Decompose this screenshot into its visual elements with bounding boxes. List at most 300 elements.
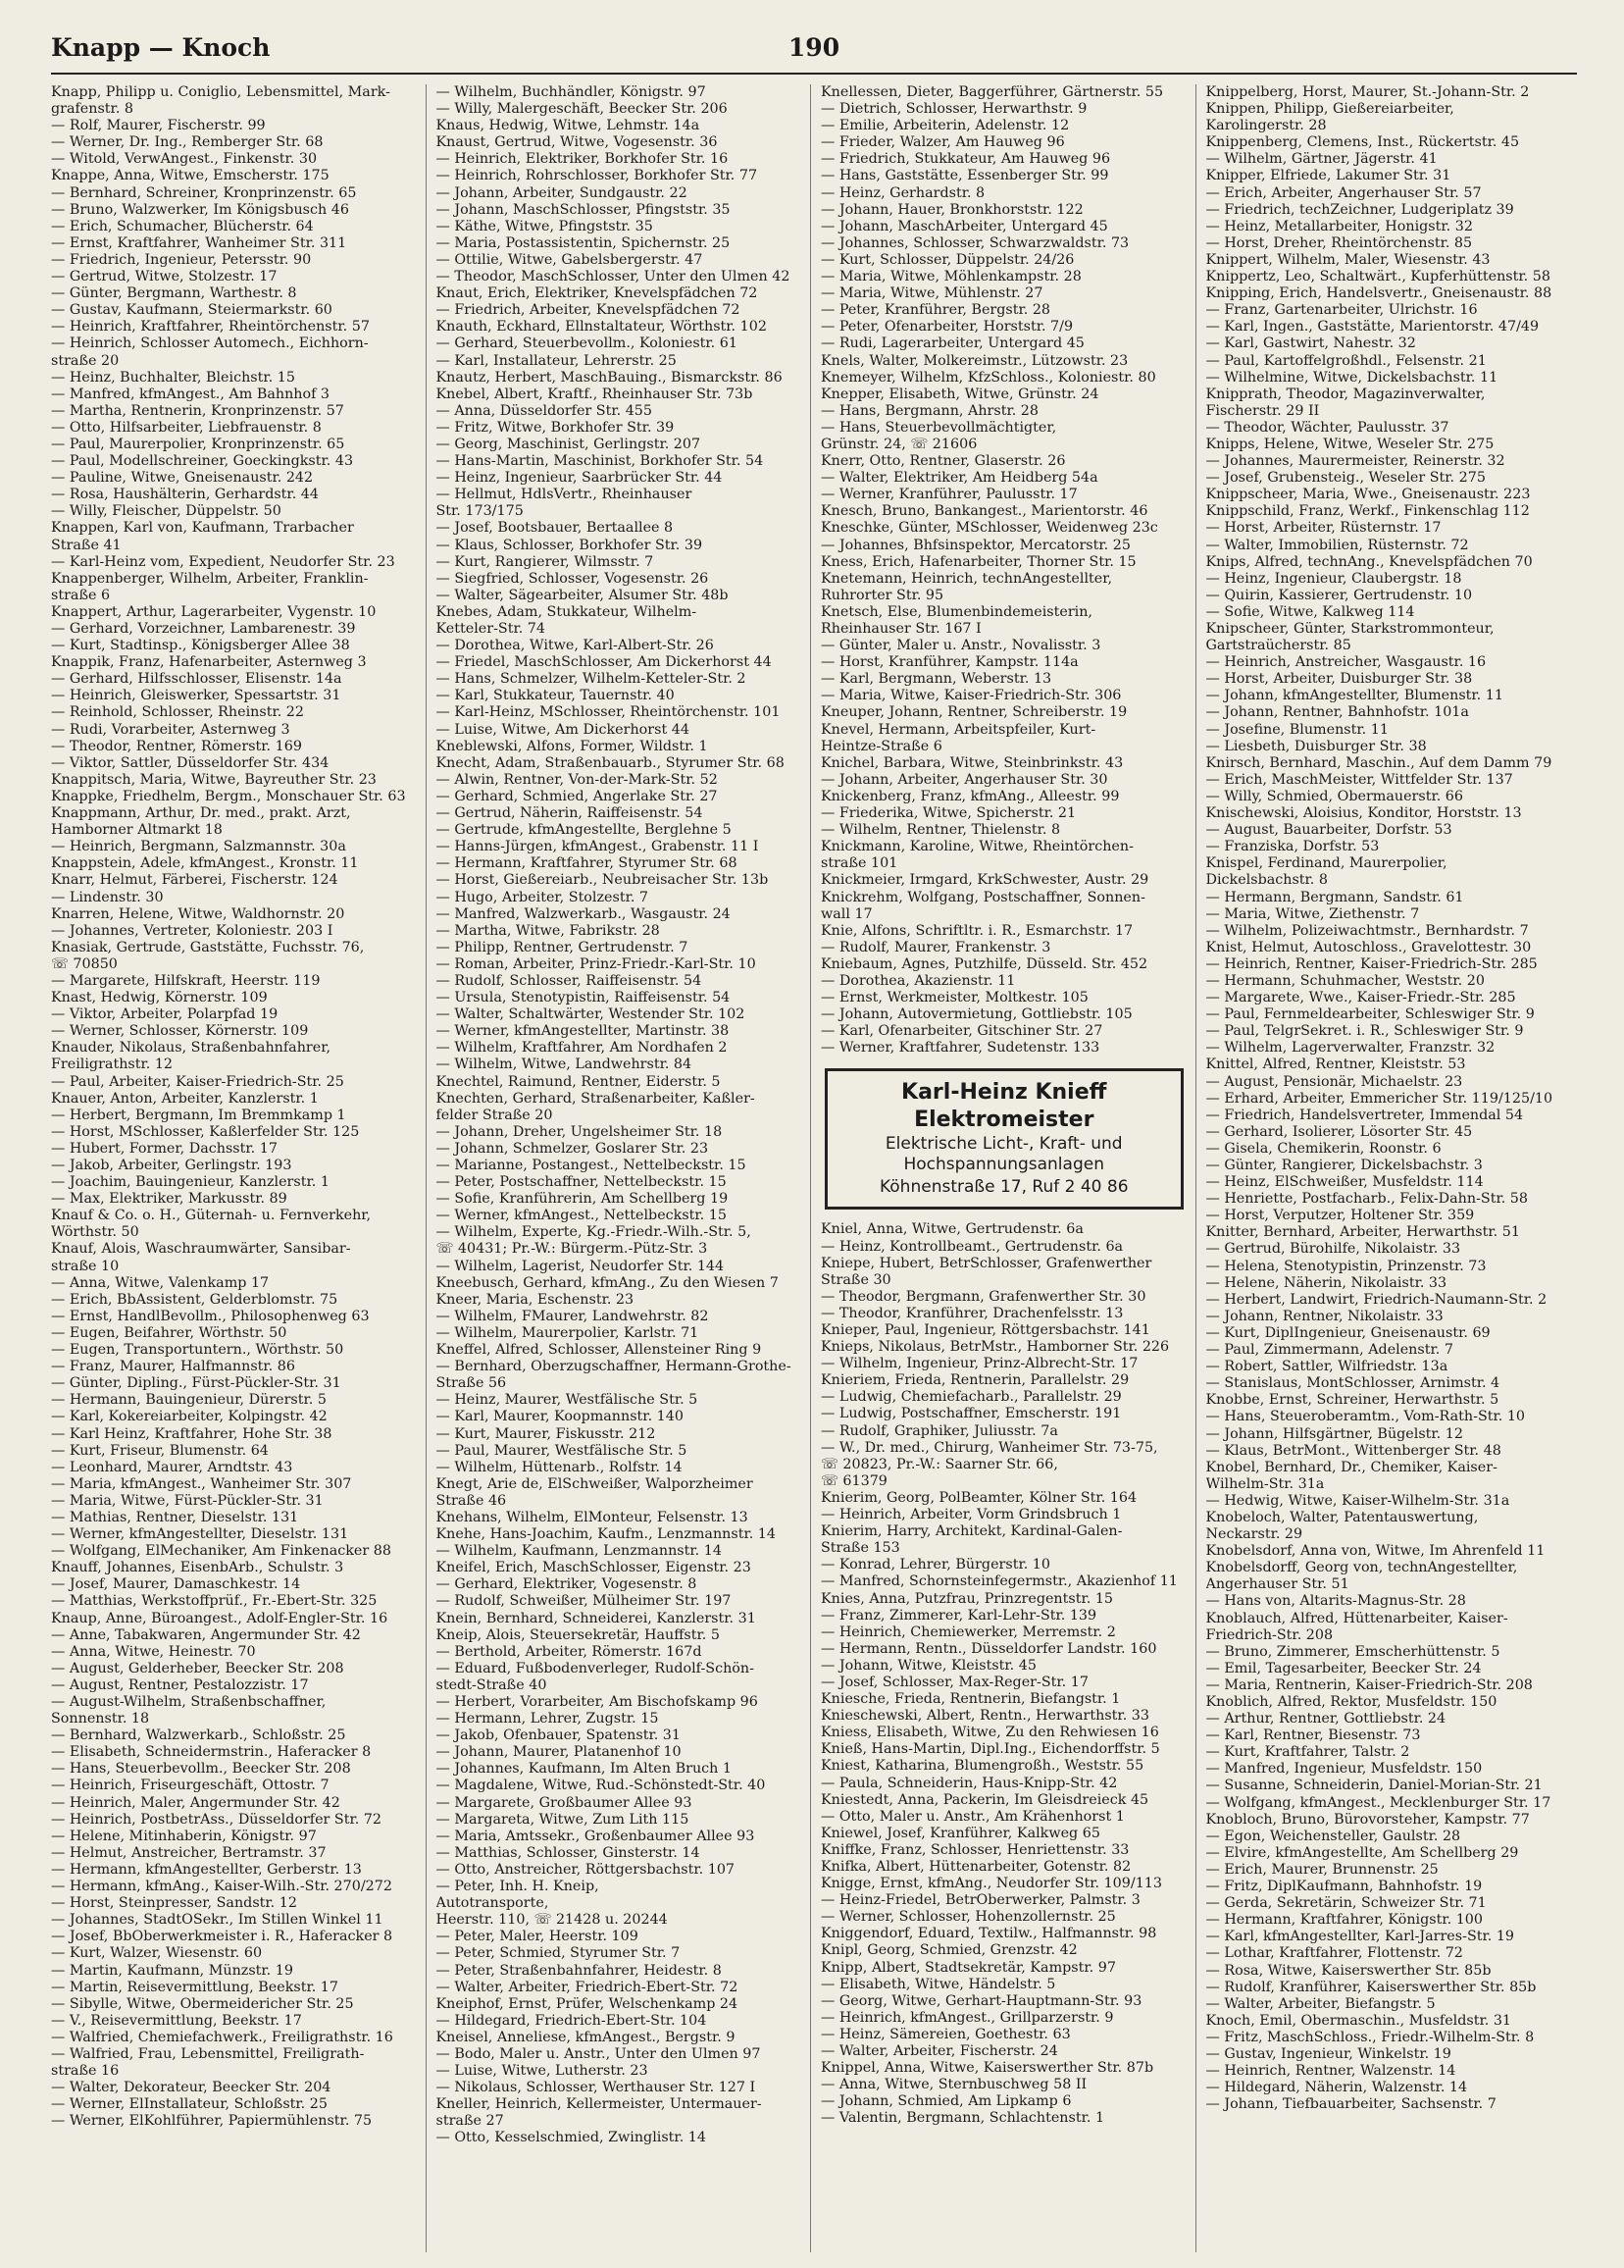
- directory-entry: — Hermann, Lehrer, Zugstr. 15: [435, 1711, 659, 1727]
- directory-entry: — Joachim, Bauingenieur, Kanzlerstr. 1: [51, 1174, 330, 1191]
- directory-entry: — Horst, Verputzer, Holtener Str. 359: [1205, 1208, 1475, 1224]
- directory-entry: Knein, Bernhard, Schneiderei, Kanzlerstr. 31: [435, 1610, 756, 1626]
- directory-entry: — Ernst, Kraftfahrer, Wanheimer Str. 311: [51, 234, 347, 251]
- directory-entry: Knarr, Helmut, Färberei, Fischerstr. 124: [51, 872, 338, 889]
- directory-entry: — Johann, kfmAngestellter, Blumenstr. 11: [1205, 688, 1503, 704]
- directory-entry: — Anna, Witwe, Sternbuschweg 58 II: [821, 2077, 1088, 2093]
- directory-entry: Knickrehm, Wolfgang, Postschaffner, Sonnen-: [821, 889, 1145, 905]
- directory-entry: Knippscheer, Maria, Wwe., Gneisenaustr. 223: [1205, 487, 1531, 503]
- directory-entry: — Heinrich, Bergmann, Salzmannstr. 30a: [51, 839, 346, 855]
- directory-entry: grafenstr. 8: [51, 101, 134, 118]
- directory-entry: — Sofie, Kranführerin, Am Schellberg 19: [435, 1191, 729, 1208]
- directory-entry: — Willy, Schmied, Obermauerstr. 66: [1205, 788, 1463, 804]
- directory-entry: Knobel, Bernhard, Dr., Chemiker, Kaiser-: [1205, 1459, 1497, 1475]
- directory-entry: — Mathias, Rentner, Dieselstr. 131: [51, 1509, 299, 1525]
- directory-entry: — Maria, Witwe, Fürst-Pückler-Str. 31: [51, 1492, 324, 1509]
- directory-entry: Knieper, Paul, Ingenieur, Röttgersbachstr. 141: [821, 1322, 1150, 1338]
- directory-entry: — Werner, kfmAngestellter, Dieselstr. 131: [51, 1526, 349, 1543]
- directory-entry: — Viktor, Arbeiter, Polarpfad 19: [51, 1006, 279, 1023]
- directory-entry: Kneffel, Alfred, Schlosser, Allensteiner Ring 9: [435, 1342, 762, 1359]
- directory-entry: — Luise, Witwe, Lutherstr. 23: [435, 2063, 648, 2080]
- directory-entry: — Bernhard, Oberzugschaffner, Hermann-Grothe-: [435, 1359, 791, 1375]
- directory-entry: Knellessen, Dieter, Baggerführer, Gärtnerstr. 55: [821, 84, 1164, 100]
- directory-entry: — Hermann, kfmAng., Kaiser-Wilh.-Str. 270/272: [51, 1879, 392, 1895]
- directory-entry: — Hans von, Altarits-Magnus-Str. 28: [1205, 1593, 1466, 1610]
- directory-entry: — Helena, Stenotypistin, Prinzenstr. 73: [1205, 1258, 1487, 1274]
- directory-entry: — Erich, Schumacher, Blücherstr. 64: [51, 218, 314, 234]
- directory-entry: — Günter, Bergmann, Warthestr. 8: [51, 285, 297, 302]
- directory-entry: Straße 30: [821, 1271, 891, 1288]
- directory-entry: Kneebusch, Gerhard, kfmAng., Zu den Wiesen 7: [435, 1274, 779, 1291]
- directory-entry: — Willy, Fleischer, Düppelstr. 50: [51, 503, 281, 520]
- directory-entry: — Kurt, Kraftfahrer, Talstr. 2: [1205, 1744, 1410, 1761]
- directory-entry: — Gertrud, Bürohilfe, Nikolaistr. 33: [1205, 1241, 1461, 1258]
- directory-entry: Knaup, Anne, Büroangest., Adolf-Engler-Str. 16: [51, 1610, 388, 1626]
- directory-entry: — Theodor, Kranführer, Drachenfelsstr. 13: [821, 1305, 1124, 1321]
- directory-entry: Rheinhauser Str. 167 I: [821, 621, 982, 637]
- directory-entry: — Manfred, Ingenieur, Musfeldstr. 150: [1205, 1761, 1483, 1778]
- directory-entry: — Alwin, Rentner, Von-der-Mark-Str. 52: [435, 771, 718, 788]
- directory-entry: — Liesbeth, Duisburger Str. 38: [1205, 738, 1427, 754]
- directory-entry: Knierim, Harry, Architekt, Kardinal-Galen-: [821, 1523, 1123, 1540]
- directory-entry: Knautz, Herbert, MaschBauing., Bismarckstr. 86: [435, 369, 783, 386]
- directory-entry: — Kurt, Rangierer, Wilmsstr. 7: [435, 553, 654, 570]
- directory-entry: — Heinrich, Rentner, Kaiser-Friedrich-Str. 285: [1205, 955, 1538, 972]
- directory-entry: — Karl, Installateur, Lehrerstr. 25: [435, 352, 677, 369]
- directory-entry: Knippenberg, Clemens, Inst., Rückertstr. 45: [1205, 134, 1520, 151]
- directory-entry: — Werner, Kraftfahrer, Sudetenstr. 133: [821, 1040, 1100, 1057]
- directory-entry: Kneuper, Johann, Rentner, Schreiberstr. 19: [821, 704, 1128, 721]
- directory-entry: straße 20: [51, 352, 120, 369]
- directory-entry: — August, Pensionär, Michaelstr. 23: [1205, 1073, 1463, 1090]
- directory-entry: — Maria, Witwe, Möhlenkampstr. 28: [821, 269, 1082, 285]
- directory-entry: — Robert, Sattler, Wilfriedstr. 13a: [1205, 1359, 1448, 1375]
- directory-entry: Knickmann, Karoline, Witwe, Rheintörchen-: [821, 839, 1134, 855]
- directory-entry: Knieschewski, Albert, Rentn., Herwarthstr. 33: [821, 1708, 1149, 1725]
- directory-entry: — Wilhelm, FMaurer, Landwehrstr. 82: [435, 1308, 709, 1324]
- directory-entry: — Pauline, Witwe, Gneisenaustr. 242: [51, 470, 314, 487]
- directory-entry: Friedrich-Str. 208: [1205, 1626, 1334, 1643]
- directory-entry: — Susanne, Schneiderin, Daniel-Morian-Str. 21: [1205, 1778, 1543, 1794]
- directory-entry: Knipping, Erich, Handelsvertr., Gneisenaustr. 88: [1205, 285, 1552, 302]
- directory-entry: — Gisela, Chemikerin, Roonstr. 6: [1205, 1140, 1442, 1157]
- directory-entry: — Hans, Bergmann, Ahrstr. 28: [821, 402, 1039, 419]
- directory-entry: — Theodor, MaschSchlosser, Unter den Ulmen 42: [435, 269, 790, 285]
- directory-entry: — Theodor, Rentner, Römerstr. 169: [51, 738, 302, 754]
- directory-entry: — Franziska, Dorfstr. 53: [1205, 839, 1380, 855]
- directory-entry: Knirsch, Bernhard, Maschin., Auf dem Damm 79: [1205, 754, 1552, 771]
- directory-entry: — Heinz, Maurer, Westfälische Str. 5: [435, 1392, 698, 1409]
- directory-entry: — Bruno, Zimmerer, Emscherhüttenstr. 5: [1205, 1643, 1500, 1660]
- directory-entry: Kniess, Elisabeth, Witwe, Zu den Rehwiesen 16: [821, 1725, 1159, 1741]
- directory-entry: — Käthe, Witwe, Pfingststr. 35: [435, 218, 653, 234]
- directory-entry: — Wolfgang, kfmAngest., Mecklenburger Str. 17: [1205, 1794, 1551, 1811]
- directory-entry: stedt-Straße 40: [435, 1676, 547, 1693]
- directory-entry: — Anne, Tabakwaren, Angermunder Str. 42: [51, 1626, 361, 1643]
- directory-entry: — Dorothea, Witwe, Karl-Albert-Str. 26: [435, 638, 714, 654]
- directory-entry: — Horst, Kranführer, Kampstr. 114a: [821, 654, 1079, 671]
- directory-entry: — Martin, Kaufmann, Münzstr. 19: [51, 1962, 293, 1979]
- directory-entry: — Josefine, Blumenstr. 11: [1205, 721, 1389, 738]
- directory-entry: Knauf & Co. o. H., Güternah- u. Fernverkehr,: [51, 1208, 372, 1224]
- directory-entry: — Johann, Arbeiter, Angerhauser Str. 30: [821, 771, 1108, 788]
- directory-entry: — Johann, Autovermietung, Gottliebstr. 105: [821, 1006, 1133, 1023]
- directory-entry: Knehe, Hans-Joachim, Kaufm., Lenzmannstr. 14: [435, 1526, 776, 1543]
- directory-entry: Knickenberg, Franz, kfmAng., Alleestr. 99: [821, 788, 1120, 804]
- directory-entry: — Ursula, Stenotypistin, Raiffeisenstr. 54: [435, 990, 731, 1006]
- directory-entry: Freiligrathstr. 12: [51, 1057, 174, 1073]
- directory-entry: Kneiphof, Ernst, Prüfer, Welschenkamp 24: [435, 1995, 738, 2012]
- directory-entry: — Karl, Rentner, Biesenstr. 73: [1205, 1727, 1421, 1744]
- directory-entry: — Hildegard, Friedrich-Ebert-Str. 104: [435, 2012, 707, 2029]
- directory-entry: — Paul, Kartoffelgroßhdl., Felsenstr. 21: [1205, 352, 1487, 369]
- directory-entry: — Reinhold, Schlosser, Rheinstr. 22: [51, 704, 304, 721]
- directory-entry: — Peter, Inh. H. Kneip,: [435, 1879, 599, 1895]
- directory-entry: Kneip, Alois, Steuersekretär, Hauffstr. 5: [435, 1626, 720, 1643]
- directory-entry: — Walfried, Frau, Lebensmittel, Freiligrath-: [51, 2045, 365, 2062]
- directory-entry: Knippen, Philipp, Gießereiarbeiter,: [1205, 101, 1454, 118]
- directory-entry: — Hermann, Bergmann, Sandstr. 61: [1205, 889, 1464, 905]
- directory-entry: — Kurt, Walzer, Wiesenstr. 60: [51, 1945, 263, 1962]
- directory-entry: — Margareta, Witwe, Zum Lith 115: [435, 1811, 689, 1828]
- directory-entry: Knegt, Arie de, ElSchweißer, Walporzheimer: [435, 1475, 753, 1492]
- directory-entry: straße 101: [821, 855, 898, 872]
- directory-entry: — Friederika, Witwe, Spicherstr. 21: [821, 805, 1077, 822]
- directory-entry: — Heinz, Gerhardstr. 8: [821, 184, 986, 201]
- directory-entry: — Wilhelm, Maurerpolier, Karlstr. 71: [435, 1324, 699, 1341]
- directory-entry: — Hedwig, Witwe, Kaiser-Wilhelm-Str. 31a: [1205, 1492, 1510, 1509]
- directory-entry: — Werner, Kranführer, Paulusstr. 17: [821, 487, 1078, 503]
- directory-entry: — Karl, Bergmann, Weberstr. 13: [821, 671, 1052, 688]
- directory-entry: — Paul, Zimmermann, Adelenstr. 7: [1205, 1342, 1453, 1359]
- directory-entry: Knitter, Bernhard, Arbeiter, Herwarthstr. 51: [1205, 1224, 1520, 1241]
- directory-entry: — Gerda, Sekretärin, Schweizer Str. 71: [1205, 1895, 1487, 1912]
- directory-entry: — Martin, Reisevermittlung, Beekstr. 17: [51, 1979, 338, 1995]
- directory-entry: — Karl, Ofenarbeiter, Gitschiner Str. 27: [821, 1023, 1103, 1040]
- directory-entry: Hamborner Altmarkt 18: [51, 822, 223, 839]
- directory-entry: — Emilie, Arbeiterin, Adelenstr. 12: [821, 118, 1070, 134]
- directory-column-4: [1206, 84, 1582, 2252]
- directory-entry: — Manfred, Walzwerkarb., Wasgaustr. 24: [435, 905, 731, 922]
- directory-entry: ☏ 61379: [821, 1472, 888, 1489]
- directory-entry: — Rudolf, Maurer, Frankenstr. 3: [821, 939, 1051, 955]
- directory-entry: — Josef, Maurer, Damaschkestr. 14: [51, 1576, 301, 1593]
- directory-entry: Knips, Alfred, technAng., Knevelspfädchen 70: [1205, 553, 1533, 570]
- directory-entry: — Erich, MaschMeister, Wittfelder Str. 137: [1205, 771, 1513, 788]
- directory-entry: Kniepe, Hubert, BetrSchlosser, Grafenwerther: [821, 1255, 1152, 1271]
- directory-entry: straße 27: [435, 2113, 504, 2130]
- directory-entry: — Theodor, Bergmann, Grafenwerther Str. 30: [821, 1288, 1146, 1305]
- directory-entry: — Paul, Arbeiter, Kaiser-Friedrich-Str. 25: [51, 1073, 344, 1090]
- directory-column-3: [821, 84, 1196, 2252]
- directory-entry: Knechtel, Raimund, Rentner, Eiderstr. 5: [435, 1073, 721, 1090]
- directory-entry: — Heinz, ElSchweißer, Musfeldstr. 114: [1205, 1174, 1484, 1191]
- directory-entry: Knebel, Albert, Kraftf., Rheinhauser Str. 73b: [435, 386, 753, 402]
- directory-entry: — Stanislaus, MontSchlosser, Arnimstr. 4: [1205, 1375, 1500, 1392]
- directory-entry: — Heinrich, Maler, Angermunder Str. 42: [51, 1794, 340, 1811]
- directory-entry: — Johannes, Vertreter, Koloniestr. 203 I: [51, 922, 333, 939]
- directory-entry: — Herbert, Landwirt, Friedrich-Naumann-Str. 2: [1205, 1291, 1548, 1308]
- directory-entry: — Manfred, kfmAngest., Am Bahnhof 3: [51, 386, 330, 402]
- directory-entry: — Rolf, Maurer, Fischerstr. 99: [51, 118, 266, 134]
- directory-entry: — Otto, Anstreicher, Röttgersbachstr. 107: [435, 1861, 736, 1878]
- directory-columns: [51, 84, 1581, 2252]
- directory-entry: — Heinz, Sämereien, Goethestr. 63: [821, 2026, 1071, 2042]
- directory-entry: — Witold, VerwAngest., Finkenstr. 30: [51, 151, 318, 168]
- directory-entry: — Hermann, Bauingenieur, Dürerstr. 5: [51, 1392, 327, 1409]
- directory-entry: Karolingerstr. 28: [1205, 118, 1327, 134]
- directory-entry: Knispel, Ferdinand, Maurerpolier,: [1205, 855, 1447, 872]
- directory-entry: — Erich, BbAssistent, Gelderblomstr. 75: [51, 1291, 338, 1308]
- directory-entry: — Karl, Ingen., Gaststätte, Marientorstr. 47/49: [1205, 319, 1540, 335]
- advertiser-name: Karl-Heinz Knieff: [901, 1080, 1107, 1106]
- directory-entry: — Gerhard, Vorzeichner, Lambarenestr. 39: [51, 621, 356, 637]
- directory-entry: Knoblich, Alfred, Rektor, Musfeldstr. 150: [1205, 1694, 1497, 1710]
- directory-entry: — Bernhard, Walzwerkarb., Schloßstr. 25: [51, 1727, 346, 1744]
- directory-entry: — Matthias, Werkstoffprüf., Fr.-Ebert-Str. 325: [51, 1593, 378, 1610]
- directory-entry: Knauff, Johannes, EisenbArb., Schulstr. 3: [51, 1560, 344, 1576]
- directory-entry: Knichel, Barbara, Witwe, Steinbrinkstr. 43: [821, 754, 1124, 771]
- directory-entry: Kniesche, Frieda, Rentnerin, Biefangstr. 1: [821, 1691, 1121, 1708]
- directory-entry: — Sibylle, Witwe, Obermeidericher Str. 25: [51, 1995, 354, 2012]
- directory-entry: Knoch, Emil, Obermaschin., Musfeldstr. 31: [1205, 2012, 1512, 2029]
- directory-entry: — Friedrich, Arbeiter, Knevelspfädchen 72: [435, 302, 740, 319]
- directory-entry: — Johann, Schmied, Am Lipkamp 6: [821, 2093, 1072, 2110]
- directory-entry: — Werner, Schlosser, Hohenzollernstr. 25: [821, 1909, 1116, 1926]
- page-header: [51, 29, 1577, 75]
- directory-entry: — Arthur, Rentner, Gottliebstr. 24: [1205, 1711, 1446, 1727]
- advertisement-box: [825, 1068, 1184, 1210]
- directory-entry: — Erich, Maurer, Brunnenstr. 25: [1205, 1861, 1439, 1878]
- directory-entry: — Kurt, Stadtinsp., Königsberger Allee 38: [51, 638, 350, 654]
- directory-entry: — Henriette, Postfacharb., Felix-Dahn-Str. 58: [1205, 1191, 1528, 1208]
- directory-entry: — Karl, Gastwirt, Nahestr. 32: [1205, 335, 1416, 352]
- directory-entry: — Hans, Steuerbevollmächtigter,: [821, 419, 1057, 436]
- directory-entry: — Rosa, Witwe, Kaiserswerther Str. 85b: [1205, 1962, 1492, 1979]
- directory-entry: — Werner, kfmAngestellter, Martinstr. 38: [435, 1023, 730, 1040]
- directory-entry: — Karl-Heinz vom, Expedient, Neudorfer Str. 23: [51, 553, 395, 570]
- directory-entry: — Hermann, Rentn., Düsseldorfer Landstr. 160: [821, 1640, 1157, 1657]
- directory-entry: — Werner, Schlosser, Körnerstr. 109: [51, 1023, 309, 1040]
- directory-entry: — Hermann, Schuhmacher, Weststr. 20: [1205, 972, 1485, 989]
- directory-entry: — Werner, Dr. Ing., Remberger Str. 68: [51, 134, 324, 151]
- directory-entry: — Peter, Maler, Heerstr. 109: [435, 1929, 638, 1945]
- directory-entry: — Rudolf, Schlosser, Raiffeisenstr. 54: [435, 972, 702, 989]
- page-heading: Knapp — Knoch: [51, 33, 271, 62]
- directory-entry: — Johannes, StadtOSekr., Im Stillen Winkel 11: [51, 1912, 383, 1929]
- directory-entry: — Walter, Schaltwärter, Westender Str. 102: [435, 1006, 745, 1023]
- directory-entry: — Matthias, Schlosser, Ginsterstr. 14: [435, 1844, 700, 1861]
- directory-entry: — Wilhelm, Witwe, Landwehrstr. 84: [435, 1057, 692, 1073]
- directory-entry: Knechten, Gerhard, Straßenarbeiter, Kaßler-: [435, 1090, 755, 1107]
- directory-entry: — Wilhelmine, Witwe, Dickelsbachstr. 11: [1205, 369, 1498, 386]
- advertiser-description: Elektrische Licht-, Kraft- und Hochspannungsanlagen: [885, 1134, 1123, 1175]
- directory-entry: — Kurt, DiplIngenieur, Gneisenaustr. 69: [1205, 1324, 1491, 1341]
- directory-entry: Kniffke, Franz, Schlosser, Henriettenstr. 33: [821, 1841, 1130, 1858]
- directory-entry: — Maria, Witwe, Kaiser-Friedrich-Str. 306: [821, 688, 1122, 704]
- directory-entry: — Anna, Witwe, Valenkamp 17: [51, 1274, 270, 1291]
- directory-entry: — Gerhard, Elektriker, Vogesenstr. 8: [435, 1576, 697, 1593]
- directory-entry: — Ernst, Werkmeister, Moltkestr. 105: [821, 990, 1089, 1006]
- directory-entry: — Gerhard, Hilfsschlosser, Elisenstr. 14a: [51, 671, 342, 688]
- directory-entry: — Heinz, Metallarbeiter, Honigstr. 32: [1205, 218, 1473, 234]
- directory-entry: Knippschild, Franz, Werkf., Finkenschlag 112: [1205, 503, 1530, 520]
- directory-entry: Grünstr. 24, ☏ 21606: [821, 436, 978, 452]
- directory-entry: — Hildegard, Näherin, Walzenstr. 14: [1205, 2080, 1468, 2096]
- directory-entry: Knappert, Arthur, Lagerarbeiter, Vygenstr. 10: [51, 603, 377, 620]
- directory-entry: — Johann, Rentner, Nikolaistr. 33: [1205, 1308, 1444, 1324]
- directory-entry: — Rudolf, Graphiker, Juliusstr. 7a: [821, 1422, 1058, 1439]
- directory-entry: — Rudolf, Kranführer, Kaiserswerther Str. 85b: [1205, 1979, 1537, 1995]
- directory-entry: — Emil, Tagesarbeiter, Beecker Str. 24: [1205, 1660, 1482, 1676]
- directory-entry: — Ludwig, Chemiefacharb., Parallelstr. 29: [821, 1389, 1122, 1406]
- directory-entry: — Eduard, Fußbodenverleger, Rudolf-Schön-: [435, 1660, 754, 1676]
- directory-entry: — Bruno, Walzwerker, Im Königsbusch 46: [51, 201, 349, 218]
- directory-entry: — Fritz, Witwe, Borkhofer Str. 39: [435, 419, 675, 436]
- directory-entry: — Maria, Witwe, Mühlenstr. 27: [821, 285, 1043, 302]
- directory-entry: — Gustav, Ingenieur, Winkelstr. 19: [1205, 2045, 1451, 2062]
- directory-entry: Knierim, Georg, PolBeamter, Kölner Str. 164: [821, 1489, 1138, 1506]
- directory-entry: — Heinrich, Schlosser Automech., Eichhorn-: [51, 335, 369, 352]
- directory-entry: Knipl, Georg, Schmied, Grenzstr. 42: [821, 1942, 1078, 1959]
- directory-entry: Knobeloch, Walter, Patentauswertung,: [1205, 1509, 1479, 1525]
- directory-entry: — Werner, ElKohlführer, Papiermühlenstr. 75: [51, 2113, 373, 2130]
- directory-entry: — Horst, Arbeiter, Duisburger Str. 38: [1205, 671, 1473, 688]
- directory-entry: — Fritz, DiplKaufmann, Bahnhofstr. 19: [1205, 1879, 1483, 1895]
- directory-entry: — Bodo, Maler u. Anstr., Unter den Ulmen 97: [435, 2045, 761, 2062]
- directory-entry: — Luise, Witwe, Am Dickerhorst 44: [435, 721, 689, 738]
- directory-entry: — Elisabeth, Schneidermstrin., Haferacker 8: [51, 1744, 372, 1761]
- directory-entry: Kniestedt, Anna, Packerin, Im Gleisdreieck 45: [821, 1791, 1149, 1808]
- directory-entry: Knie, Alfons, Schriftltr. i. R., Esmarchstr. 17: [821, 922, 1134, 939]
- directory-entry: — Günter, Dipling., Fürst-Pückler-Str. 31: [51, 1375, 341, 1392]
- directory-entry: — August-Wilhelm, Straßenbschaffner,: [51, 1694, 327, 1710]
- directory-entry: Kneblewski, Alfons, Former, Wildstr. 1: [435, 738, 708, 754]
- directory-entry: — Rudi, Vorarbeiter, Asternweg 3: [51, 721, 290, 738]
- directory-entry: — Peter, Schmied, Styrumer Str. 7: [435, 1945, 681, 1962]
- directory-entry: — Johann, Schmelzer, Goslarer Str. 23: [435, 1140, 709, 1157]
- directory-entry: Kniebaum, Agnes, Putzhilfe, Düsseld. Str. 452: [821, 955, 1148, 972]
- directory-entry: — Johann, Rentner, Bahnhofstr. 101a: [1205, 704, 1469, 721]
- directory-entry: — Peter, Straßenbahnfahrer, Heidestr. 8: [435, 1962, 722, 1979]
- directory-entry: Knesch, Bruno, Bankangest., Marientorstr. 46: [821, 503, 1148, 520]
- directory-entry: — Sofie, Witwe, Kalkweg 114: [1205, 603, 1415, 620]
- directory-entry: Knappenberger, Wilhelm, Arbeiter, Franklin-: [51, 570, 369, 587]
- directory-entry: Knaut, Erich, Elektriker, Knevelspfädchen 72: [435, 285, 758, 302]
- directory-entry: — Josef, Bootsbauer, Bertaallee 8: [435, 520, 674, 537]
- directory-entry: — Jakob, Arbeiter, Gerlingstr. 193: [51, 1158, 292, 1173]
- directory-entry: — Helene, Näherin, Nikolaistr. 33: [1205, 1274, 1447, 1291]
- directory-entry: — Leonhard, Maurer, Arndtstr. 43: [51, 1459, 293, 1475]
- directory-entry: Kneer, Maria, Eschenstr. 23: [435, 1291, 634, 1308]
- directory-entry: — Peter, Ofenarbeiter, Horststr. 7/9: [821, 319, 1074, 335]
- directory-entry: — Walfried, Chemiefachwerk., Freiligrathstr. 16: [51, 2029, 393, 2045]
- directory-entry: — Wilhelm, Rentner, Thielenstr. 8: [821, 822, 1061, 839]
- directory-entry: — Egon, Weichensteller, Gaulstr. 28: [1205, 1828, 1461, 1844]
- directory-entry: — Margarete, Großbaumer Allee 93: [435, 1794, 692, 1811]
- directory-entry: — Elisabeth, Witwe, Händelstr. 5: [821, 1976, 1056, 1992]
- directory-entry: — Günter, Maler u. Anstr., Novalisstr. 3: [821, 638, 1101, 654]
- directory-entry: — Heinrich, PostbetrAss., Düsseldorfer Str. 72: [51, 1811, 382, 1828]
- advertiser-title: Elektromeister: [914, 1108, 1094, 1133]
- directory-entry: straße 16: [51, 2063, 120, 2080]
- directory-entry: — Heinrich, Anstreicher, Wasgaustr. 16: [1205, 654, 1487, 671]
- directory-entry: Angerhauser Str. 51: [1205, 1576, 1349, 1593]
- directory-entry: — Walter, Arbeiter, Fischerstr. 24: [821, 2043, 1058, 2060]
- directory-entry: — Gerhard, Schmied, Angerlake Str. 27: [435, 788, 718, 804]
- directory-entry: — Otto, Hilfsarbeiter, Liebfrauenstr. 8: [51, 419, 322, 436]
- directory-entry: — Johannes, Schlosser, Schwarzwaldstr. 73: [821, 234, 1130, 251]
- directory-entry: Neckarstr. 29: [1205, 1526, 1303, 1543]
- directory-entry: — V., Reisevermittlung, Beekstr. 17: [51, 2012, 302, 2029]
- directory-entry: — Heinz, Ingenieur, Claubergstr. 18: [1205, 570, 1462, 587]
- directory-entry: — Berthold, Arbeiter, Römerstr. 167d: [435, 1643, 702, 1660]
- directory-entry: Knipscheer, Günter, Starkstrommonteur,: [1205, 621, 1495, 637]
- directory-entry: Straße 56: [435, 1375, 507, 1392]
- directory-entry: — Rosa, Haushälterin, Gerhardstr. 44: [51, 487, 319, 503]
- directory-entry: Knemeyer, Wilhelm, KfzSchloss., Koloniestr. 80: [821, 369, 1156, 386]
- directory-entry: Knecht, Adam, Straßenbauarb., Styrumer Str. 68: [435, 754, 785, 771]
- directory-column-1: [51, 84, 427, 2252]
- directory-entry: — Maria, Amtssekr., Großenbaumer Allee 93: [435, 1828, 755, 1844]
- directory-entry: — Gerhard, Isolierer, Lösorter Str. 45: [1205, 1123, 1473, 1140]
- directory-entry: Knischewski, Aloisius, Konditor, Horststr. 13: [1205, 805, 1522, 822]
- directory-entry: — Martha, Witwe, Fabrikstr. 28: [435, 922, 660, 939]
- directory-entry: — Nikolaus, Schlosser, Werthauser Str. 127 I: [435, 2080, 756, 2096]
- directory-entry: Knies, Anna, Putzfrau, Prinzregentstr. 15: [821, 1590, 1114, 1607]
- directory-entry: Knappen, Karl von, Kaufmann, Trarbacher: [51, 520, 354, 537]
- directory-entry: Knebes, Adam, Stukkateur, Wilhelm-: [435, 603, 697, 620]
- directory-entry: — Hermann, kfmAngestellter, Gerberstr. 13: [51, 1861, 362, 1878]
- directory-entry: — Horst, Gießereiarb., Neubreisacher Str. 13b: [435, 872, 769, 889]
- directory-entry: — Otto, Kesselschmied, Zwinglistr. 14: [435, 2130, 706, 2146]
- directory-entry: — Paul, Fernmeldearbeiter, Schleswiger Str. 9: [1205, 1006, 1535, 1023]
- directory-entry: Knepper, Elisabeth, Witwe, Grünstr. 24: [821, 386, 1099, 402]
- directory-entry: — Peter, Postschaffner, Nettelbeckstr. 15: [435, 1174, 727, 1191]
- directory-entry: — Max, Elektriker, Markusstr. 89: [51, 1191, 287, 1208]
- directory-entry: — Jakob, Ofenbauer, Spatenstr. 31: [435, 1727, 681, 1744]
- directory-entry: — Karl, Stukkateur, Tauernstr. 40: [435, 688, 675, 704]
- directory-entry: Str. 173/175: [435, 503, 524, 520]
- directory-entry: — Wilhelm, Kaufmann, Lenzmannstr. 14: [435, 1543, 722, 1560]
- directory-entry: — Hellmut, HdlsVertr., Rheinhauser: [435, 487, 692, 503]
- directory-entry: Fischerstr. 29 II: [1205, 402, 1320, 419]
- directory-entry: — Heinrich, Rentner, Walzenstr. 14: [1205, 2063, 1456, 2080]
- directory-entry: — Rudolf, Schweißer, Mülheimer Str. 197: [435, 1593, 732, 1610]
- directory-entry: Knappmann, Arthur, Dr. med., prakt. Arzt,: [51, 805, 351, 822]
- directory-entry: — Hubert, Former, Dachsstr. 17: [51, 1140, 278, 1157]
- directory-entry: Knaus, Hedwig, Witwe, Lehmstr. 14a: [435, 118, 700, 134]
- directory-entry: — Klaus, Schlosser, Borkhofer Str. 39: [435, 537, 703, 553]
- directory-entry: — Maria, Rentnerin, Kaiser-Friedrich-Str. 208: [1205, 1676, 1533, 1693]
- directory-entry: — Margarete, Hilfskraft, Heerstr. 119: [51, 972, 321, 989]
- directory-entry: Knobelsdorf, Anna von, Witwe, Im Ahrenfeld 11: [1205, 1543, 1546, 1560]
- directory-entry: — Kurt, Schlosser, Düppelstr. 24/26: [821, 251, 1075, 268]
- directory-entry: — Heinrich, kfmAngest., Grillparzerstr. 9: [821, 2009, 1114, 2026]
- directory-entry: — Maria, Witwe, Ziethenstr. 7: [1205, 905, 1420, 922]
- directory-entry: Kneifel, Erich, MaschSchlosser, Eigenstr. 23: [435, 1560, 751, 1576]
- directory-entry: — Wilhelm, Hüttenarb., Rolfstr. 14: [435, 1459, 683, 1475]
- directory-entry: — Frieder, Walzer, Am Hauweg 96: [821, 134, 1065, 151]
- directory-entry: — Wilhelm, Gärtner, Jägerstr. 41: [1205, 151, 1438, 168]
- directory-entry: — August, Rentner, Pestalozzistr. 17: [51, 1676, 309, 1693]
- directory-entry: — Viktor, Sattler, Düsseldorfer Str. 434: [51, 754, 330, 771]
- directory-entry: Knappitsch, Maria, Witwe, Bayreuther Str. 23: [51, 771, 377, 788]
- directory-entry: — Wilhelm, Experte, Kg.-Friedr.-Wilh.-Str. 5,: [435, 1224, 751, 1241]
- directory-entry: — Bernhard, Schreiner, Kronprinzenstr. 65: [51, 184, 357, 201]
- directory-entry: — Heinrich, Friseurgeschäft, Ottostr. 7: [51, 1778, 330, 1794]
- directory-entry: Knigge, Ernst, kfmAng., Neudorfer Str. 109/113: [821, 1876, 1162, 1892]
